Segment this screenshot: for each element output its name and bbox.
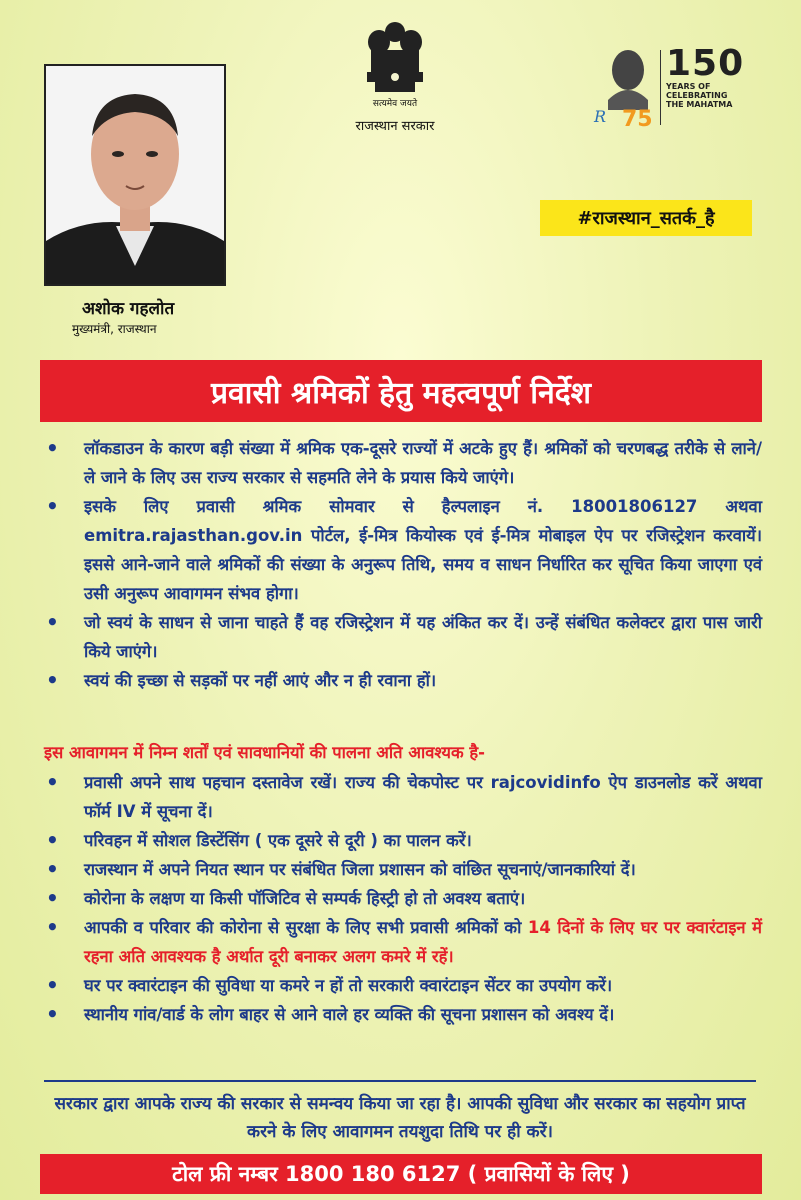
gandhi-150-logo: [666, 43, 766, 109]
quarantine-emphasis: 14 दिनों के लिए घर पर क्वारंटाइन में रहना अति आवश्यक है अर्थात दूरी बनाकर अलग कमरे में रहें।: [84, 918, 763, 966]
divider: [44, 1080, 756, 1082]
quarantine-item: [40, 913, 762, 971]
list-item: • परिवहन में सोशल डिस्टेंसिंग ( एक दूसरे से दूरी ) का पालन करें।: [40, 826, 762, 855]
page-title: प्रवासी श्रमिकों हेतु महत्वपूर्ण निर्देश: [40, 360, 762, 422]
logo-150-line1: YEARS OF: [666, 82, 711, 91]
svg-text:75: 75: [622, 107, 653, 130]
list-item: • राजस्थान में अपने नियत स्थान पर संबंधित जिला प्रशासन को वांछित सूचनाएं/जानकारियां दें।: [40, 855, 762, 884]
rajiv-75-logo-icon: [590, 40, 660, 130]
main-instructions-list: [40, 434, 762, 695]
quarantine-lead: आपकी व परिवार की कोरोना से सुरक्षा के लिए सभी प्रवासी श्रमिकों को: [84, 918, 528, 937]
list-item: • घर पर क्वारंटाइन की सुविधा या कमरे न हों तो सरकारी क्वारंटाइन सेंटर का उपयोग करें।: [40, 971, 762, 1000]
logo-150-number: 150: [666, 43, 745, 84]
coordination-note: सरकार द्वारा आपके राज्य की सरकार से समन्वय किया जा रहा है। आपकी सुविधा और सरकार का सहयोग प्राप्त करने के लिए आवागमन तयशुदा तिथि पर ही करें।: [54, 1094, 746, 1142]
hashtag-badge: #राजस्थान_सतर्क_है: [540, 200, 752, 236]
logo-divider: [660, 50, 661, 125]
list-item: • कोरोना के लक्षण या किसी पॉजिटिव से सम्पर्क हिस्ट्री हो तो अवश्य बताएं।: [40, 884, 762, 913]
list-item: • लॉकडाउन के कारण बड़ी संख्या में श्रमिक एक-दूसरे राज्यों में अटके हुए हैं। श्रमिकों को चरणबद्ध तरीके से लाने/ले जाने के लिए उस राज्य सरकार से सहमति लेने के प्रयास किये जाएंगे।: [40, 434, 762, 492]
svg-text:R: R: [594, 107, 607, 126]
logo-150-line3: THE MAHATMA: [666, 100, 733, 109]
list-item: • प्रवासी अपने साथ पहचान दस्तावेज रखें। राज्य की चेकपोस्ट पर rajcovidinfo ऐप डाउनलोड करें अथवा फॉर्म IV में सूचना दें।: [40, 768, 762, 826]
tollfree-banner: टोल फ्री नम्बर 1800 180 6127 ( प्रवासियों के लिए ): [40, 1154, 762, 1194]
conditions-heading: इस आवागमन में निम्न शर्तों एवं सावधानियों की पालना अति आवश्यक है-: [44, 743, 485, 762]
list-item: • जो स्वयं के साधन से जाना चाहते हैं वह रजिस्ट्रेशन में यह अंकित कर दें। उन्हें संबंधित कलेक्टर द्वारा पास जारी किये जाएंगे।: [40, 608, 762, 666]
state-emblem-icon: [355, 20, 435, 98]
list-item: • इसके लिए प्रवासी श्रमिक सोमवार से हैल्पलाइन नं. 18001806127 अथवा emitra.rajasthan.gov.in पोर्टल, ई-मित्र कियोस्क एवं ई-मित्र मोबाइल ऐप पर रजिस्ट्रेशन करवायें। इससे आने-जाने वाले श्रमिकों की संख्या के अनुरूप तिथि, समय व साधन निर्धारित कर सूचित किया जाएगा एवं उसी अनुरूप आवागमन संभव होगा।: [40, 492, 762, 608]
list-item: • स्वयं की इच्छा से सड़कों पर नहीं आएं और न ही रवाना हों।: [40, 666, 762, 695]
logo-150-line2: CELEBRATING: [666, 91, 728, 100]
emblem-govt-label: राजस्थान सरकार: [355, 119, 435, 134]
emblem-motto: सत्यमेव जयते: [372, 99, 418, 109]
cm-title: मुख्यमंत्री, राजस्थान: [72, 322, 157, 336]
cm-name: अशोक गहलोत: [82, 299, 175, 319]
conditions-list: [40, 768, 762, 1029]
list-item: • स्थानीय गांव/वार्ड के लोग बाहर से आने वाले हर व्यक्ति की सूचना प्रशासन को अवश्य दें।: [40, 1000, 762, 1029]
cm-photo: [44, 64, 226, 286]
